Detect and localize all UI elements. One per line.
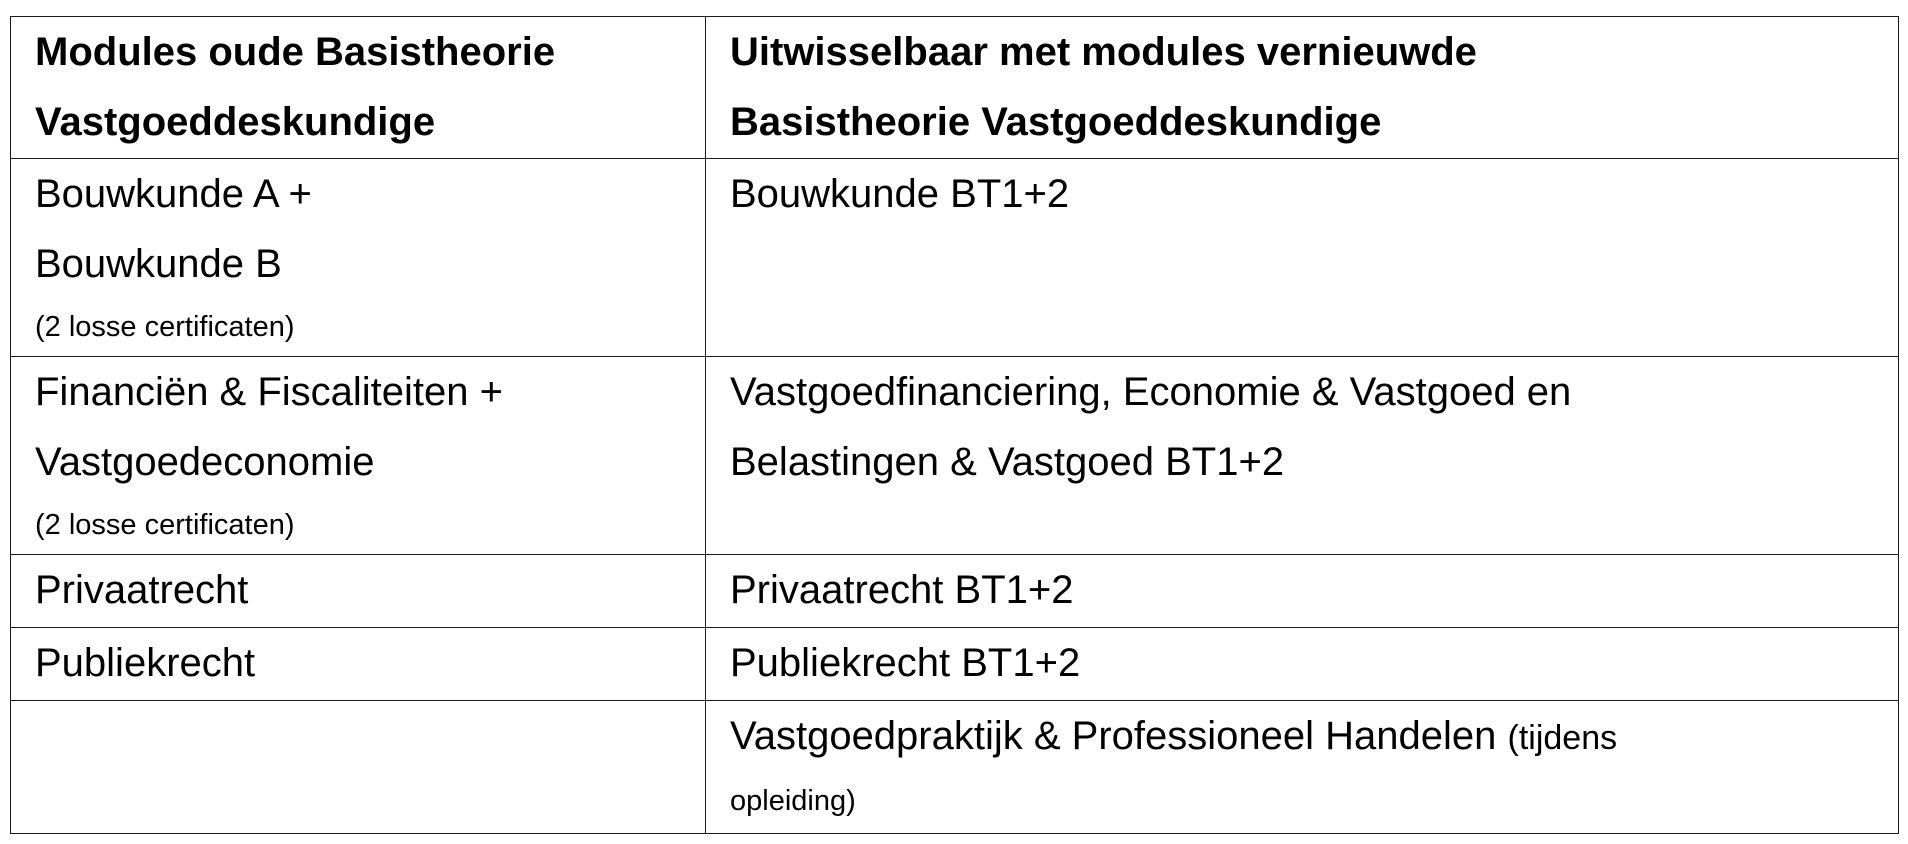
old-module-cell [11, 159, 706, 357]
new-module-cell [706, 555, 1899, 628]
table-row [11, 701, 1899, 834]
cell-text: Vastgoedpraktijk & Professioneel Handelen [730, 714, 1497, 758]
new-module-cell [706, 357, 1899, 555]
cell-text: Privaatrecht BT1+2 [730, 568, 1074, 612]
table-header-row [11, 17, 1899, 159]
header-left-line-2: Vastgoeddeskundige [35, 100, 436, 144]
cell-text: Publiekrecht BT1+2 [730, 641, 1081, 685]
new-module-cell [706, 159, 1899, 357]
cell-text-line [730, 701, 1898, 773]
module-exchange-table [10, 16, 1899, 834]
header-right-line-2: Basistheorie Vastgoeddeskundige [730, 100, 1382, 144]
old-module-cell [11, 357, 706, 555]
table-row [11, 159, 1899, 357]
old-module-cell-empty [11, 701, 706, 834]
table-row [11, 357, 1899, 555]
cell-text: Bouwkunde A + [35, 172, 312, 216]
cell-note: (tijdens [1507, 719, 1618, 757]
cell-text: Bouwkunde B [35, 242, 282, 286]
cell-note: (2 losse certificaten) [35, 509, 295, 541]
cell-text: Vastgoedeconomie [35, 440, 375, 484]
new-module-cell [706, 628, 1899, 701]
cell-text: Financiën & Fiscaliteiten + [35, 370, 504, 414]
cell-text: Belastingen & Vastgoed BT1+2 [730, 440, 1285, 484]
cell-text: Publiekrecht [35, 641, 256, 685]
header-right-line-1: Uitwisselbaar met modules vernieuwde [730, 30, 1477, 74]
table-row [11, 555, 1899, 628]
cell-note: (2 losse certificaten) [35, 311, 295, 343]
header-new-modules [706, 17, 1899, 159]
old-module-cell [11, 628, 706, 701]
old-module-cell [11, 555, 706, 628]
header-left-line-1: Modules oude Basistheorie [35, 30, 556, 74]
table-row [11, 628, 1899, 701]
cell-text: Bouwkunde BT1+2 [730, 172, 1070, 216]
cell-note: opleiding) [730, 785, 856, 817]
new-module-cell [706, 701, 1899, 834]
header-old-modules [11, 17, 706, 159]
cell-text: Vastgoedfinanciering, Economie & Vastgoed en [730, 370, 1572, 414]
cell-text: Privaatrecht [35, 568, 249, 612]
